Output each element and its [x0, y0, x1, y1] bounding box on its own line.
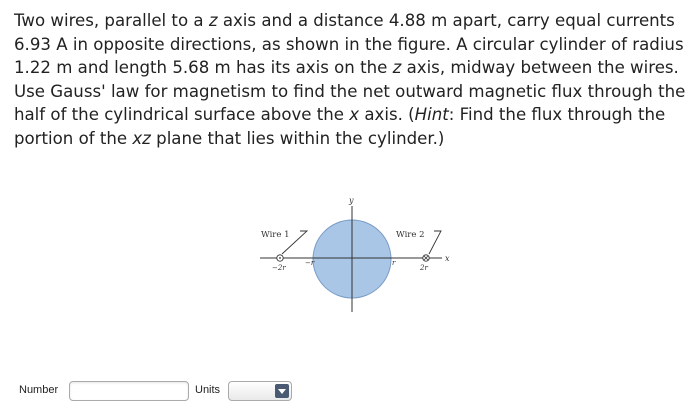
- units-label: Units: [195, 384, 221, 396]
- problem-text: axis and a distance 4.88 m apart, carry equal currents 6.93 A in opposite directions, as shown in the figure. A circular cylinder of radius 1.22 m and length 5.68 m has its axis on the: [14, 11, 684, 78]
- problem-text: axis, midway between the wires. Use Gauss' law for magnetism to find the net outward magnetic flux through the half of the cylindrical surface above the: [14, 58, 686, 125]
- problem-variable: xz: [132, 128, 151, 148]
- chevron-down-icon[interactable]: [275, 384, 289, 398]
- tick-2r: 2r: [420, 264, 428, 272]
- answer-row: [0, 377, 700, 407]
- x-axis-label: x: [445, 254, 450, 263]
- problem-variable: z: [392, 58, 402, 78]
- units-select[interactable]: [228, 381, 292, 401]
- problem-variable: Hint: [414, 105, 449, 125]
- wire-2-pointer: [429, 231, 441, 254]
- wire-1-dot: [279, 257, 281, 259]
- tick-neg-2r: −2r: [272, 264, 286, 272]
- problem-text: axis. (: [359, 105, 415, 125]
- y-axis-label: y: [349, 196, 354, 205]
- number-label: Number: [19, 384, 59, 396]
- tick-r: r: [392, 259, 396, 267]
- wire-1-label: Wire 1: [261, 230, 290, 240]
- problem-variable: x: [349, 105, 360, 125]
- problem-text: plane that lies within the cylinder.): [150, 128, 445, 148]
- problem-variable: z: [208, 11, 218, 30]
- number-input[interactable]: [69, 381, 189, 401]
- tick-neg-r: −r: [305, 259, 315, 267]
- problem-text: Two wires, parallel to a: [14, 11, 209, 30]
- problem-text: : Find the flux through the portion of the: [14, 105, 666, 148]
- wire-2-label: Wire 2: [396, 230, 425, 240]
